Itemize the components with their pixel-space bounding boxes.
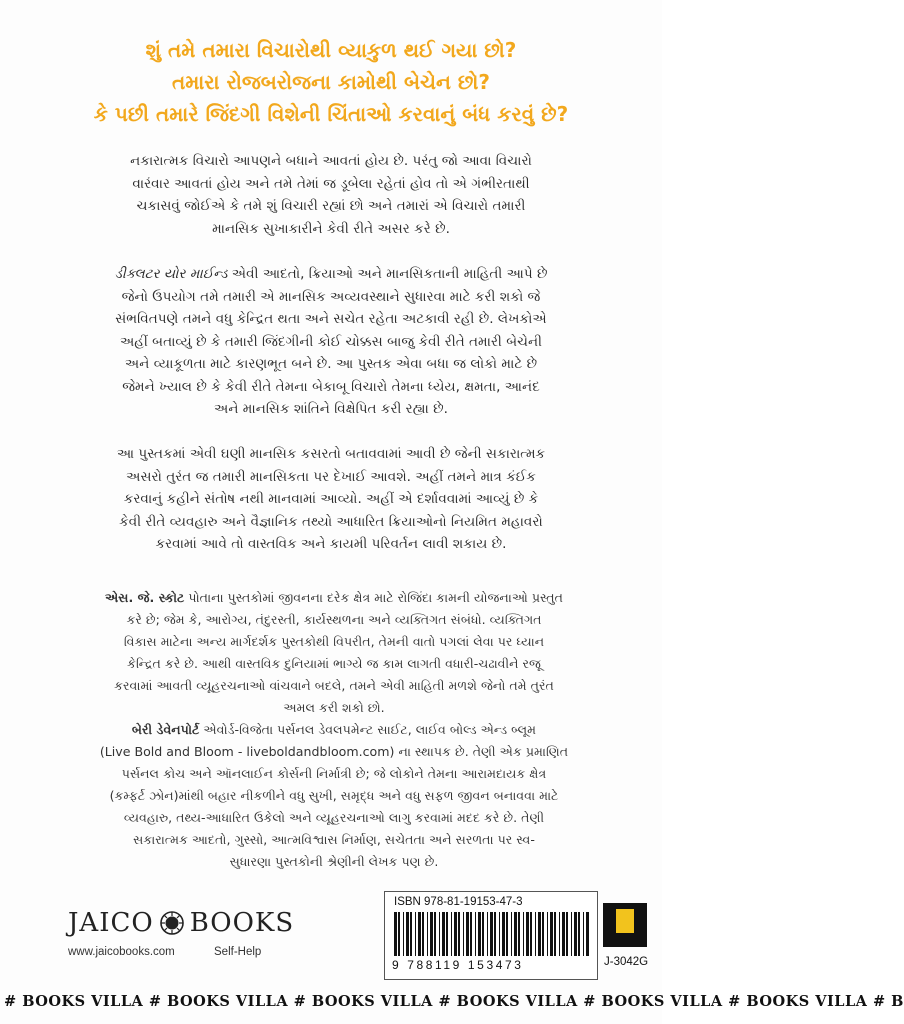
barcode-bar (451, 912, 452, 956)
logo-word-left: JAICO (68, 908, 154, 938)
text-fragment: એવી આદતો, ક્રિયાઓ અને માનસિકતાની માહિતી આપે છે (227, 266, 548, 282)
text-fragment: એવોર્ડ-વિજેતા પર્સનલ ડેવલપમેન્ટ સાઈટ, લાઈવ બોલ્ડ એન્ડ બ્લૂમ (199, 722, 537, 737)
barcode-bar (442, 912, 445, 956)
book-description-paragraph (40, 263, 622, 421)
barcode-bar (511, 912, 512, 956)
barcode-bar (446, 912, 448, 956)
text-line: કરવામાં આવે તો વાસ્તવિક અને કાયમી પરિવર્તન લાવી શકાય છે. (155, 536, 507, 552)
text-line: સંભવિતપણે તમને વધુ કેન્દ્રિત થતા અને સચેત રહેતા અટકાવી રહી છે. લેખકોએ (115, 311, 547, 327)
text-fragment: પોતાના પુસ્તકોમાં જીવનના દરેક ક્ષેત્ર માટે રોજિંદા કામની યોજનાઓ પ્રસ્તુત (184, 590, 563, 605)
barcode-bar (506, 912, 508, 956)
badge-inner-icon (616, 909, 634, 933)
headline-line: તમારા રોજબરોજના કામોથી બેચેન છો? (172, 70, 490, 94)
barcode-bar (574, 912, 577, 956)
barcode-bar (454, 912, 457, 956)
text-line: કરે છે; જેમ કે, આરોગ્ય, તંદુરસ્તી, કાર્યસ્થળના અને વ્યક્તિગત સંબંધો. વ્યક્તિગત (126, 612, 542, 627)
barcode-bar (559, 912, 560, 956)
barcode-bar (583, 912, 584, 956)
headline-line: શું તમે તમારા વિચારોથી વ્યાકુળ થઈ ગયા છો? (145, 38, 517, 62)
text-line (40, 263, 622, 286)
publisher-website: www.jaicobooks.com (68, 946, 175, 958)
text-line: અને વ્યાકૂળતા માટે કારણભૂત બને છે. આ પુસ્તક એવા બધા જ લોકો માટે છે (124, 356, 538, 372)
book-title: ડીક્લટર યોર માઈન્ડ (114, 266, 228, 282)
barcode-bar (538, 912, 541, 956)
author-bio-davenport (30, 719, 638, 873)
barcode-bar (490, 912, 493, 956)
jaico-sun-seal-icon (160, 911, 184, 935)
book-category: Self-Help (214, 946, 262, 958)
barcode-bar (410, 912, 412, 956)
headline-line: કે પછી તમારે જિંદગી વિશેની ચિંતાઓ કરવાનું બંધ કરવું છે? (93, 102, 569, 126)
barcode-bar (487, 912, 488, 956)
barcode-bar (514, 912, 517, 956)
text-line: અને માનસિક શાંતિને વિક્ષેપિત કરી રહ્યા છે. (214, 401, 448, 417)
watermark: # BOOKS VILLA # BOOKS VILLA # BOOKS VILLA # BOOKS VILLA # BOOKS VILLA # BOOKS VILLA # B (4, 993, 904, 1010)
barcode-bar (430, 912, 433, 956)
barcode-bar (518, 912, 520, 956)
text-line: અસરો તુરંત જ તમારી માનસિકતા પર દેખાઈ આવશે. અહીં તમને માત્ર કંઈક (126, 468, 536, 485)
barcode-bar (394, 912, 397, 956)
text-line: અહીં બતાવ્યું છે કે તમારી જિંદગીની કોઈ ચોક્કસ બાજુ કેવી રીતે તમારી બેચેની (119, 333, 543, 350)
text-line (30, 587, 638, 609)
barcode-bar (494, 912, 496, 956)
text-line: આ પુસ્તકમાં એવી ઘણી માનસિક કસરતો બતાવવામાં આવી છે જેની સકારાત્મક (116, 446, 546, 462)
text-line: સુધારણા પુસ્તકોની શ્રેણીની લેખક પણ છે. (229, 854, 439, 869)
barcode-bar (403, 912, 404, 956)
barcode-bar (578, 912, 580, 956)
barcode-bar (458, 912, 460, 956)
barcode-bar (478, 912, 481, 956)
barcode-bar (470, 912, 472, 956)
barcode-bar (547, 912, 548, 956)
barcode-bar (422, 912, 424, 956)
barcode-bar (530, 912, 532, 956)
text-line: જેનો ઉપયોગ તમે તમારી એ માનસિક અવ્યવસ્થાને સુધારવા માટે કરી શકો જે (121, 288, 541, 305)
barcode-bar (434, 912, 436, 956)
text-line: સકારાત્મક આદતો, ગુસ્સો, આત્મવિશ્વાસ નિર્માણ, સચેતતા અને સરળતા પર સ્વ- (133, 832, 535, 847)
jaico-badge-icon (603, 903, 647, 947)
barcode-bar (499, 912, 500, 956)
publisher-logo (68, 906, 294, 940)
barcode-bar (571, 912, 572, 956)
author-name: બેરી ડેવેનપોર્ટ (131, 722, 200, 737)
text-line (30, 719, 638, 741)
barcode-bar (566, 912, 568, 956)
barcode-bar (415, 912, 416, 956)
text-line: પર્સનલ કોચ અને ઑનલાઈન કોર્સની નિર્માત્રી છે; જે લોકોને તેમના આરામદાયક ક્ષેત્ર (121, 766, 547, 781)
barcode-bar (427, 912, 428, 956)
barcode-bar (542, 912, 544, 956)
barcode-bar (475, 912, 476, 956)
text-line: માનસિક સુખાકારીને કેવી રીતે અસર કરે છે. (212, 220, 450, 237)
text-line: વ્યવહારુ, તથ્ય-આધારિત ઉકેલો અને વ્યૂહરચનાઓ લાગુ કરવામાં મદદ કરે છે. તેણી (123, 810, 545, 825)
barcode-bars (394, 912, 590, 956)
isbn-label: ISBN 978-81-19153-47-3 (394, 896, 523, 908)
barcode-bar (562, 912, 565, 956)
text-line: અમલ કરી શકો છો. (283, 700, 385, 715)
text-line: કરવામાં આવતી વ્યૂહરચનાઓ વાંચવાને બદલે, તમને એવી માહિતી મળશે જેનો તમે તુરંત (114, 678, 554, 693)
barcode-bar (526, 912, 529, 956)
barcode-bar (554, 912, 556, 956)
barcode-bar (439, 912, 440, 956)
logo-word-right: BOOKS (189, 908, 295, 938)
barcode-bar (502, 912, 505, 956)
text-line: (Live Bold and Bloom - liveboldandbloom.com) ના સ્થાપક છે. તેણી એક પ્રમાણિત (99, 744, 569, 759)
text-line: ચકાસવું જોઈએ કે તમે શું વિચારી રહ્યાં છો અને તમારાં એ વિચારો તમારી (136, 198, 526, 214)
barcode-bar (535, 912, 536, 956)
text-line: કરવાનું કહીને સંતોષ નથી માનવામાં આવ્યો. અહીં એ દર્શાવવામાં આવ્યું છે કે (123, 491, 539, 507)
barcode-bar (406, 912, 409, 956)
book-code: J-3042G (604, 956, 649, 968)
barcode-bar (466, 912, 469, 956)
text-line: નકારાત્મક વિચારો આપણને બધાને આવતાં હોય છે. પરંતુ જો આવા વિચારો (130, 153, 532, 169)
headline (20, 34, 642, 130)
text-line: કેવી રીતે વ્યવહારુ અને વૈજ્ઞાનિક તથ્યો આધારિત ક્રિયાઓનો નિયમિત મહાવરો (119, 513, 543, 530)
text-line: જેમને ખ્યાલ છે કે કેવી રીતે તેમના બેકાબૂ વિચારો તેમના ધ્યેય, ક્ષમતા, આનંદ (122, 378, 540, 395)
barcode-bar (586, 912, 589, 956)
author-name: એસ. જે. સ્કોટ (104, 590, 185, 605)
barcode-bar (482, 912, 484, 956)
intro-paragraph (40, 150, 622, 240)
barcode-bar (418, 912, 421, 956)
barcode-bar (463, 912, 464, 956)
exercises-paragraph (40, 443, 622, 556)
text-line: વારંવાર આવતાં હોય અને તમે તેમાં જ ડૂબેલા રહેતાં હોવ તો એ ગંભીરતાથી (132, 175, 530, 192)
text-line: (કમ્ફર્ટ ઝોન)માંથી બહાર નીકળીને વધુ સુખી, સમૃદ્ધ અને વધુ સફળ જીવન બનાવવા માટે (109, 788, 559, 803)
barcode-bar (550, 912, 553, 956)
text-line: કેન્દ્રિત કરે છે. આથી વાસ્તવિક દુનિયામાં ભાગ્યે જ કામ લાગતી વધારી-ચઢાવીને રજૂ (127, 656, 541, 671)
barcode-bar (523, 912, 524, 956)
barcode-bar (398, 912, 400, 956)
barcode-number: 9 788119 153473 (392, 958, 524, 972)
author-bio-scott (30, 587, 638, 719)
text-line: વિકાસ માટેના અન્ય માર્ગદર્શક પુસ્તકોથી વિપરીત, તેમની વાતો પગલાં લેવા પર ધ્યાન (123, 634, 545, 649)
